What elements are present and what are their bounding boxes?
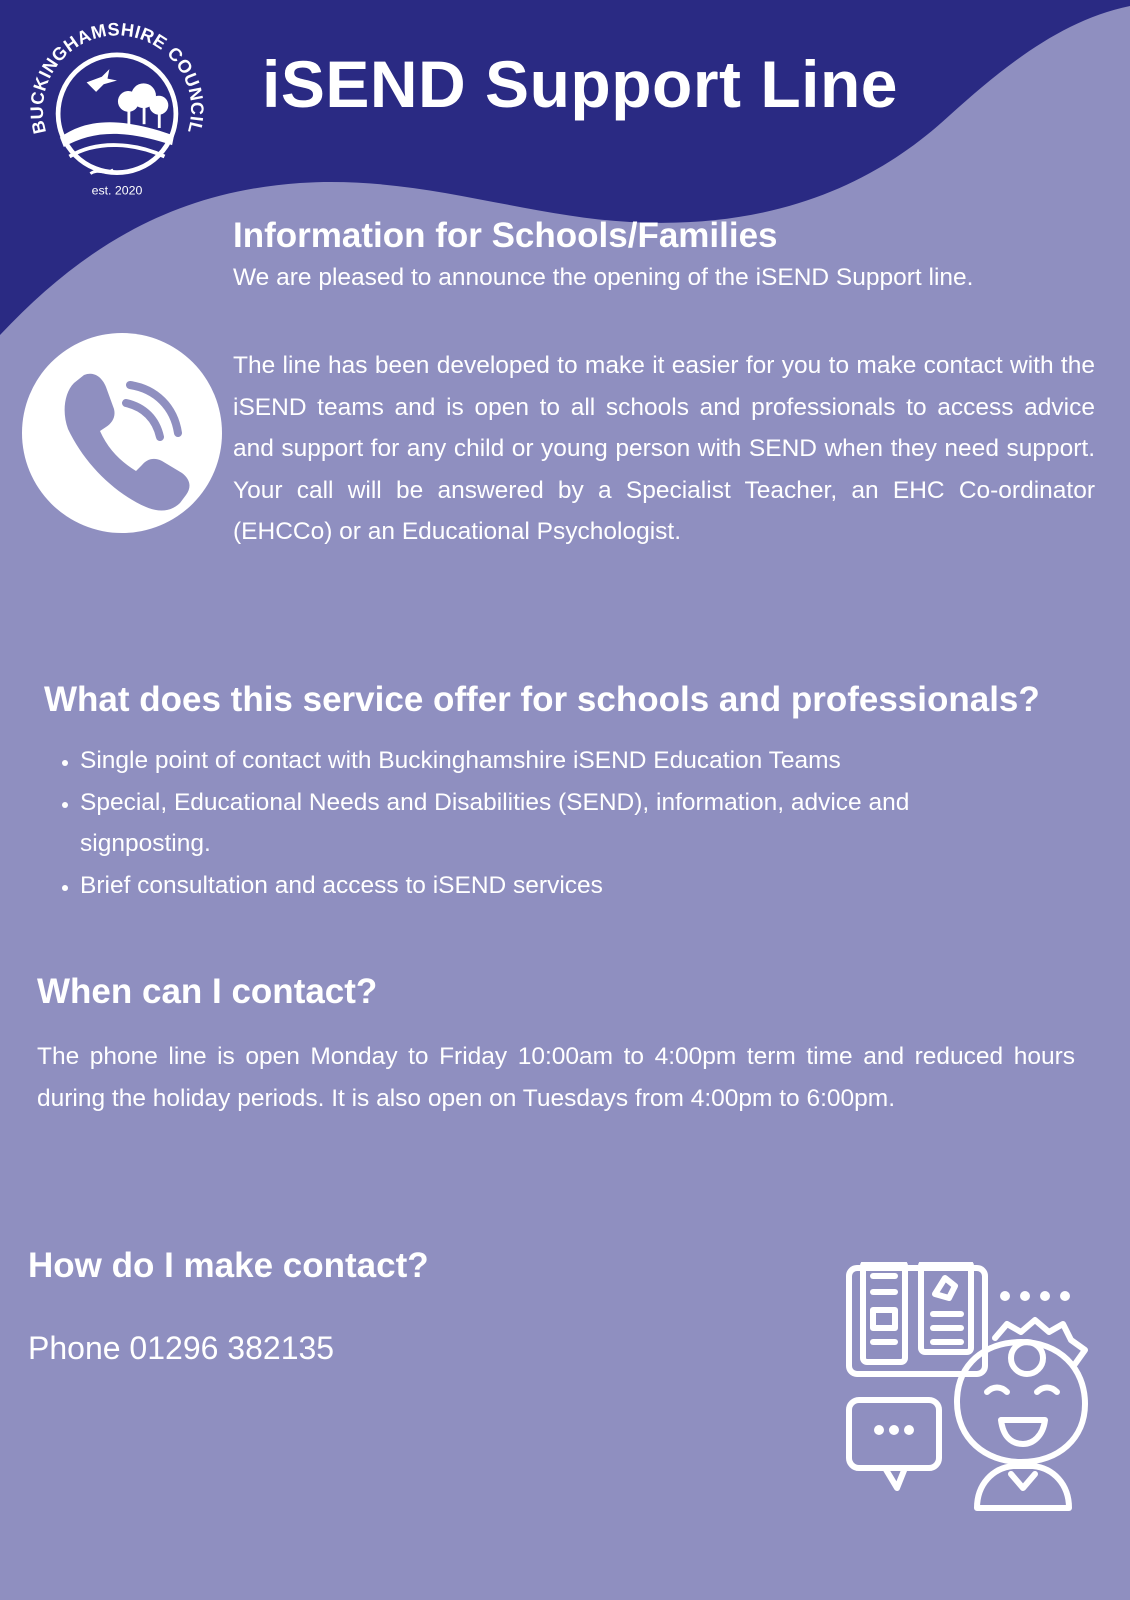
phone-number[interactable]: Phone 01296 382135 [28,1330,335,1366]
list-item: • Brief consultation and access to iSEND services [80,865,1000,907]
thinking-head-with-documents-icon [845,1262,1095,1512]
list-item: • Single point of contact with Buckinghamshire iSEND Education Teams [80,740,1000,782]
info-heading: Information for Schools/Families [233,216,778,255]
svg-text:BUCKINGHAMSHIRE COUNCIL: BUCKINGHAMSHIRE COUNCIL [26,19,208,136]
svg-text:est. 2020: est. 2020 [91,183,143,198]
phone-icon [22,333,222,533]
info-intro: We are pleased to announce the opening of the iSEND Support line. [233,264,974,291]
council-logo-icon [22,14,212,204]
when-heading: When can I contact? [37,972,378,1011]
when-body: The phone line is open Monday to Friday 10:00am to 4:00pm term time and reduced hours during the holiday periods. It is also open on Tuesdays from 4:00pm to 6:00pm. [37,1043,1075,1112]
offer-list [52,740,1000,906]
info-body: The line has been developed to make it easier for you to make contact with the iSEND teams and is open to all schools and professionals to access advice and support for any child or young person with SEND when they need support. Your call will be answered by a Specialist Teacher, an EHC Co-ordinator (EHCCo) or an Educational Psychologist. [233,352,1095,545]
page-title: iSEND Support Line [262,47,898,121]
list-item: • Special, Educational Needs and Disabilities (SEND), information, advice and signposting. [80,782,1000,865]
how-heading: How do I make contact? [28,1246,429,1285]
offer-heading: What does this service offer for schools and professionals? [44,680,1040,719]
